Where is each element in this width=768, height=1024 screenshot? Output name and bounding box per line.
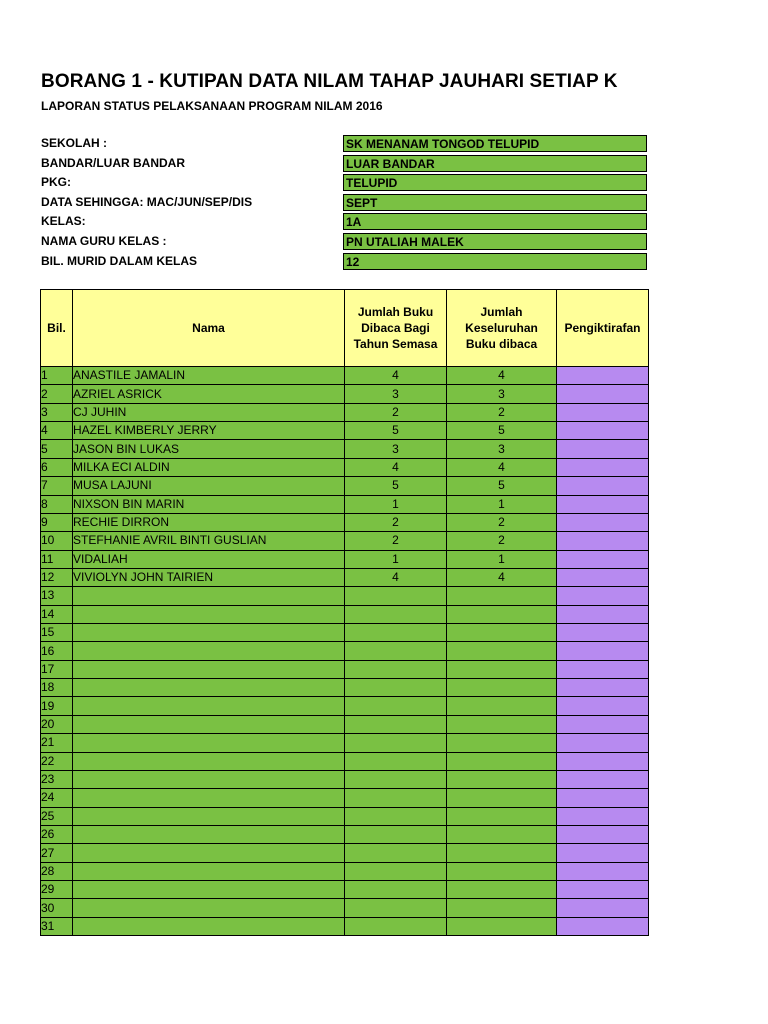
- row-jumlah-keseluruhan-cell[interactable]: 4: [447, 568, 557, 586]
- row-jumlah-tahun-cell[interactable]: 5: [345, 422, 447, 440]
- row-jumlah-tahun-cell[interactable]: [345, 734, 447, 752]
- row-jumlah-tahun-cell[interactable]: [345, 752, 447, 770]
- row-pengiktirafan-cell[interactable]: [557, 642, 649, 660]
- row-bil-cell[interactable]: 28: [41, 862, 73, 880]
- row-pengiktirafan-cell[interactable]: [557, 807, 649, 825]
- row-bil-cell[interactable]: 4: [41, 422, 73, 440]
- row-jumlah-tahun-cell[interactable]: [345, 844, 447, 862]
- header-nama: Nama: [73, 290, 345, 367]
- row-nama-cell[interactable]: NIXSON BIN MARIN: [73, 495, 345, 513]
- header-jumlah-keseluruhan-line: Buku dibaca: [465, 337, 538, 351]
- row-nama-cell[interactable]: [73, 734, 345, 752]
- row-jumlah-keseluruhan-cell[interactable]: [447, 624, 557, 642]
- row-pengiktirafan-cell[interactable]: [557, 367, 649, 385]
- header-jumlah-tahun-line: Jumlah Buku: [357, 305, 434, 319]
- table-row: [41, 752, 649, 770]
- header-jumlah-tahun-line: Tahun Semasa: [353, 337, 438, 351]
- table-row: [41, 734, 649, 752]
- table-row: [41, 568, 649, 586]
- row-pengiktirafan-cell[interactable]: [557, 568, 649, 586]
- info-label-data-sehingga: DATA SEHINGGA: MAC/JUN/SEP/DIS: [41, 195, 253, 209]
- row-bil-cell[interactable]: 14: [41, 605, 73, 623]
- table-row: [41, 403, 649, 421]
- row-bil-cell[interactable]: 22: [41, 752, 73, 770]
- row-jumlah-keseluruhan-cell[interactable]: [447, 770, 557, 788]
- row-jumlah-keseluruhan-cell[interactable]: 3: [447, 440, 557, 458]
- row-jumlah-keseluruhan-cell[interactable]: 2: [447, 403, 557, 421]
- header-jumlah-tahun-line: Dibaca Bagi: [361, 321, 430, 335]
- info-value-data-sehingga[interactable]: SEPT: [343, 194, 647, 211]
- row-nama-cell[interactable]: [73, 825, 345, 843]
- row-bil-cell[interactable]: 26: [41, 825, 73, 843]
- row-nama-cell[interactable]: [73, 715, 345, 733]
- row-nama-cell[interactable]: ANASTILE JAMALIN: [73, 367, 345, 385]
- page-subtitle: LAPORAN STATUS PELAKSANAAN PROGRAM NILAM 2016: [41, 99, 383, 113]
- row-bil-cell[interactable]: 16: [41, 642, 73, 660]
- row-jumlah-tahun-cell[interactable]: [345, 660, 447, 678]
- row-pengiktirafan-cell[interactable]: [557, 605, 649, 623]
- table-row: [41, 624, 649, 642]
- header-jumlah-tahun: [345, 290, 447, 367]
- row-bil-cell[interactable]: 25: [41, 807, 73, 825]
- row-pengiktirafan-cell[interactable]: [557, 881, 649, 899]
- table-row: [41, 844, 649, 862]
- row-bil-cell[interactable]: 24: [41, 789, 73, 807]
- table-row: [41, 605, 649, 623]
- row-jumlah-keseluruhan-cell[interactable]: 5: [447, 422, 557, 440]
- row-bil-cell[interactable]: 12: [41, 568, 73, 586]
- info-label-pkg: PKG:: [41, 175, 71, 189]
- row-nama-cell[interactable]: MUSA LAJUNI: [73, 477, 345, 495]
- row-jumlah-tahun-cell[interactable]: [345, 789, 447, 807]
- row-nama-cell[interactable]: AZRIEL ASRICK: [73, 385, 345, 403]
- table-row: [41, 422, 649, 440]
- info-label-bandar: BANDAR/LUAR BANDAR: [41, 156, 185, 170]
- row-jumlah-keseluruhan-cell[interactable]: 2: [447, 532, 557, 550]
- row-pengiktirafan-cell[interactable]: [557, 917, 649, 935]
- row-nama-cell[interactable]: [73, 752, 345, 770]
- row-nama-cell[interactable]: [73, 679, 345, 697]
- row-jumlah-keseluruhan-cell[interactable]: [447, 605, 557, 623]
- table-row: [41, 367, 649, 385]
- row-jumlah-tahun-cell[interactable]: [345, 715, 447, 733]
- row-jumlah-keseluruhan-cell[interactable]: [447, 679, 557, 697]
- row-pengiktirafan-cell[interactable]: [557, 385, 649, 403]
- row-nama-cell[interactable]: CJ JUHIN: [73, 403, 345, 421]
- row-bil-cell[interactable]: 15: [41, 624, 73, 642]
- row-pengiktirafan-cell[interactable]: [557, 770, 649, 788]
- row-nama-cell[interactable]: JASON BIN LUKAS: [73, 440, 345, 458]
- table-row: [41, 495, 649, 513]
- row-jumlah-tahun-cell[interactable]: [345, 642, 447, 660]
- info-label-sekolah: SEKOLAH :: [41, 136, 107, 150]
- row-pengiktirafan-cell[interactable]: [557, 587, 649, 605]
- row-jumlah-keseluruhan-cell[interactable]: 2: [447, 513, 557, 531]
- info-value-kelas[interactable]: 1A: [343, 213, 647, 230]
- row-pengiktirafan-cell[interactable]: [557, 550, 649, 568]
- row-jumlah-tahun-cell[interactable]: [345, 587, 447, 605]
- row-pengiktirafan-cell[interactable]: [557, 624, 649, 642]
- row-nama-cell[interactable]: [73, 642, 345, 660]
- row-bil-cell[interactable]: 21: [41, 734, 73, 752]
- row-jumlah-tahun-cell[interactable]: 2: [345, 513, 447, 531]
- row-nama-cell[interactable]: [73, 807, 345, 825]
- row-jumlah-tahun-cell[interactable]: [345, 679, 447, 697]
- table-row: [41, 807, 649, 825]
- row-jumlah-tahun-cell[interactable]: 1: [345, 495, 447, 513]
- table-row: [41, 513, 649, 531]
- row-pengiktirafan-cell[interactable]: [557, 862, 649, 880]
- row-jumlah-tahun-cell[interactable]: [345, 697, 447, 715]
- row-jumlah-tahun-cell[interactable]: 5: [345, 477, 447, 495]
- row-jumlah-keseluruhan-cell[interactable]: 4: [447, 458, 557, 476]
- row-bil-cell[interactable]: 2: [41, 385, 73, 403]
- row-jumlah-tahun-cell[interactable]: [345, 825, 447, 843]
- row-jumlah-tahun-cell[interactable]: [345, 881, 447, 899]
- row-bil-cell[interactable]: 6: [41, 458, 73, 476]
- table-row: [41, 825, 649, 843]
- table-row: [41, 642, 649, 660]
- row-nama-cell[interactable]: STEFHANIE AVRIL BINTI GUSLIAN: [73, 532, 345, 550]
- row-nama-cell[interactable]: [73, 899, 345, 917]
- row-pengiktirafan-cell[interactable]: [557, 440, 649, 458]
- row-jumlah-keseluruhan-cell[interactable]: [447, 734, 557, 752]
- table-row: [41, 881, 649, 899]
- row-jumlah-tahun-cell[interactable]: [345, 807, 447, 825]
- info-value-bil-murid[interactable]: 12: [343, 253, 647, 270]
- row-pengiktirafan-cell[interactable]: [557, 403, 649, 421]
- row-jumlah-tahun-cell[interactable]: 2: [345, 532, 447, 550]
- table-row: [41, 532, 649, 550]
- row-nama-cell[interactable]: [73, 624, 345, 642]
- row-pengiktirafan-cell[interactable]: [557, 660, 649, 678]
- row-jumlah-tahun-cell[interactable]: 4: [345, 367, 447, 385]
- row-bil-cell[interactable]: 10: [41, 532, 73, 550]
- table-row: [41, 385, 649, 403]
- row-bil-cell[interactable]: 29: [41, 881, 73, 899]
- table-row: [41, 587, 649, 605]
- info-value-guru[interactable]: PN UTALIAH MALEK: [343, 233, 647, 250]
- row-bil-cell[interactable]: 8: [41, 495, 73, 513]
- row-pengiktirafan-cell[interactable]: [557, 844, 649, 862]
- row-jumlah-tahun-cell[interactable]: 3: [345, 440, 447, 458]
- row-jumlah-keseluruhan-cell[interactable]: [447, 642, 557, 660]
- header-jumlah-keseluruhan: [447, 290, 557, 367]
- row-bil-cell[interactable]: 5: [41, 440, 73, 458]
- table-row: [41, 458, 649, 476]
- row-pengiktirafan-cell[interactable]: [557, 899, 649, 917]
- row-pengiktirafan-cell[interactable]: [557, 458, 649, 476]
- table-row: [41, 550, 649, 568]
- row-nama-cell[interactable]: VIDALIAH: [73, 550, 345, 568]
- table-row: [41, 679, 649, 697]
- row-pengiktirafan-cell[interactable]: [557, 825, 649, 843]
- info-value-bandar[interactable]: LUAR BANDAR: [343, 155, 647, 172]
- info-label-kelas: KELAS:: [41, 214, 86, 228]
- row-jumlah-keseluruhan-cell[interactable]: [447, 660, 557, 678]
- info-label-bil-murid: BIL. MURID DALAM KELAS: [41, 254, 197, 268]
- row-nama-cell[interactable]: [73, 660, 345, 678]
- row-nama-cell[interactable]: [73, 605, 345, 623]
- row-nama-cell[interactable]: [73, 697, 345, 715]
- row-jumlah-keseluruhan-cell[interactable]: [447, 844, 557, 862]
- row-bil-cell[interactable]: 18: [41, 679, 73, 697]
- row-pengiktirafan-cell[interactable]: [557, 679, 649, 697]
- row-pengiktirafan-cell[interactable]: [557, 422, 649, 440]
- row-jumlah-tahun-cell[interactable]: 3: [345, 385, 447, 403]
- info-value-pkg[interactable]: TELUPID: [343, 174, 647, 191]
- row-jumlah-keseluruhan-cell[interactable]: [447, 697, 557, 715]
- row-bil-cell[interactable]: 9: [41, 513, 73, 531]
- page-title: BORANG 1 - KUTIPAN DATA NILAM TAHAP JAUHARI SETIAP K: [41, 71, 618, 92]
- row-nama-cell[interactable]: [73, 917, 345, 935]
- header-pengiktirafan: Pengiktirafan: [557, 290, 649, 367]
- row-nama-cell[interactable]: RECHIE DIRRON: [73, 513, 345, 531]
- row-pengiktirafan-cell[interactable]: [557, 789, 649, 807]
- row-jumlah-keseluruhan-cell[interactable]: 1: [447, 550, 557, 568]
- row-bil-cell[interactable]: 23: [41, 770, 73, 788]
- row-jumlah-keseluruhan-cell[interactable]: 1: [447, 495, 557, 513]
- row-jumlah-tahun-cell[interactable]: [345, 624, 447, 642]
- row-pengiktirafan-cell[interactable]: [557, 495, 649, 513]
- row-nama-cell[interactable]: [73, 881, 345, 899]
- row-bil-cell[interactable]: 30: [41, 899, 73, 917]
- row-jumlah-keseluruhan-cell[interactable]: [447, 862, 557, 880]
- table-row: [41, 789, 649, 807]
- table-row: [41, 917, 649, 935]
- row-bil-cell[interactable]: 19: [41, 697, 73, 715]
- row-jumlah-tahun-cell[interactable]: [345, 605, 447, 623]
- table-row: [41, 899, 649, 917]
- row-nama-cell[interactable]: MILKA ECI ALDIN: [73, 458, 345, 476]
- row-bil-cell[interactable]: 27: [41, 844, 73, 862]
- row-jumlah-keseluruhan-cell[interactable]: 3: [447, 385, 557, 403]
- row-jumlah-keseluruhan-cell[interactable]: [447, 881, 557, 899]
- row-jumlah-tahun-cell[interactable]: [345, 899, 447, 917]
- row-jumlah-tahun-cell[interactable]: 4: [345, 568, 447, 586]
- row-pengiktirafan-cell[interactable]: [557, 532, 649, 550]
- row-nama-cell[interactable]: HAZEL KIMBERLY JERRY: [73, 422, 345, 440]
- row-bil-cell[interactable]: 3: [41, 403, 73, 421]
- row-pengiktirafan-cell[interactable]: [557, 734, 649, 752]
- table-row: [41, 440, 649, 458]
- row-bil-cell[interactable]: 20: [41, 715, 73, 733]
- table-row: [41, 770, 649, 788]
- row-nama-cell[interactable]: [73, 587, 345, 605]
- row-bil-cell[interactable]: 31: [41, 917, 73, 935]
- row-jumlah-keseluruhan-cell[interactable]: [447, 899, 557, 917]
- table-row: [41, 660, 649, 678]
- table-row: [41, 697, 649, 715]
- table-row: [41, 862, 649, 880]
- row-nama-cell[interactable]: VIVIOLYN JOHN TAIRIEN: [73, 568, 345, 586]
- row-jumlah-keseluruhan-cell[interactable]: [447, 752, 557, 770]
- row-pengiktirafan-cell[interactable]: [557, 697, 649, 715]
- row-bil-cell[interactable]: 13: [41, 587, 73, 605]
- row-nama-cell[interactable]: [73, 862, 345, 880]
- row-jumlah-tahun-cell[interactable]: 2: [345, 403, 447, 421]
- table-header-row: [41, 290, 649, 367]
- row-jumlah-keseluruhan-cell[interactable]: 4: [447, 367, 557, 385]
- row-nama-cell[interactable]: [73, 789, 345, 807]
- row-jumlah-tahun-cell[interactable]: 1: [345, 550, 447, 568]
- row-bil-cell[interactable]: 1: [41, 367, 73, 385]
- row-bil-cell[interactable]: 7: [41, 477, 73, 495]
- row-jumlah-tahun-cell[interactable]: [345, 770, 447, 788]
- row-jumlah-keseluruhan-cell[interactable]: [447, 825, 557, 843]
- row-bil-cell[interactable]: 11: [41, 550, 73, 568]
- row-nama-cell[interactable]: [73, 844, 345, 862]
- info-label-guru: NAMA GURU KELAS :: [41, 234, 167, 248]
- row-pengiktirafan-cell[interactable]: [557, 513, 649, 531]
- table-row: [41, 715, 649, 733]
- row-jumlah-keseluruhan-cell[interactable]: [447, 587, 557, 605]
- row-bil-cell[interactable]: 17: [41, 660, 73, 678]
- header-jumlah-keseluruhan-line: Jumlah: [480, 305, 523, 319]
- row-jumlah-keseluruhan-cell[interactable]: [447, 917, 557, 935]
- row-jumlah-tahun-cell[interactable]: [345, 917, 447, 935]
- info-value-sekolah[interactable]: SK MENANAM TONGOD TELUPID: [343, 135, 647, 152]
- row-pengiktirafan-cell[interactable]: [557, 752, 649, 770]
- header-bil: Bil.: [41, 290, 73, 367]
- header-jumlah-keseluruhan-line: Keseluruhan: [465, 321, 538, 335]
- row-jumlah-tahun-cell[interactable]: [345, 862, 447, 880]
- row-pengiktirafan-cell[interactable]: [557, 715, 649, 733]
- row-jumlah-keseluruhan-cell[interactable]: [447, 715, 557, 733]
- students-table: [40, 289, 649, 936]
- row-jumlah-keseluruhan-cell[interactable]: [447, 807, 557, 825]
- table-row: [41, 477, 649, 495]
- row-jumlah-keseluruhan-cell[interactable]: [447, 789, 557, 807]
- row-jumlah-tahun-cell[interactable]: 4: [345, 458, 447, 476]
- row-nama-cell[interactable]: [73, 770, 345, 788]
- row-pengiktirafan-cell[interactable]: [557, 477, 649, 495]
- row-jumlah-keseluruhan-cell[interactable]: 5: [447, 477, 557, 495]
